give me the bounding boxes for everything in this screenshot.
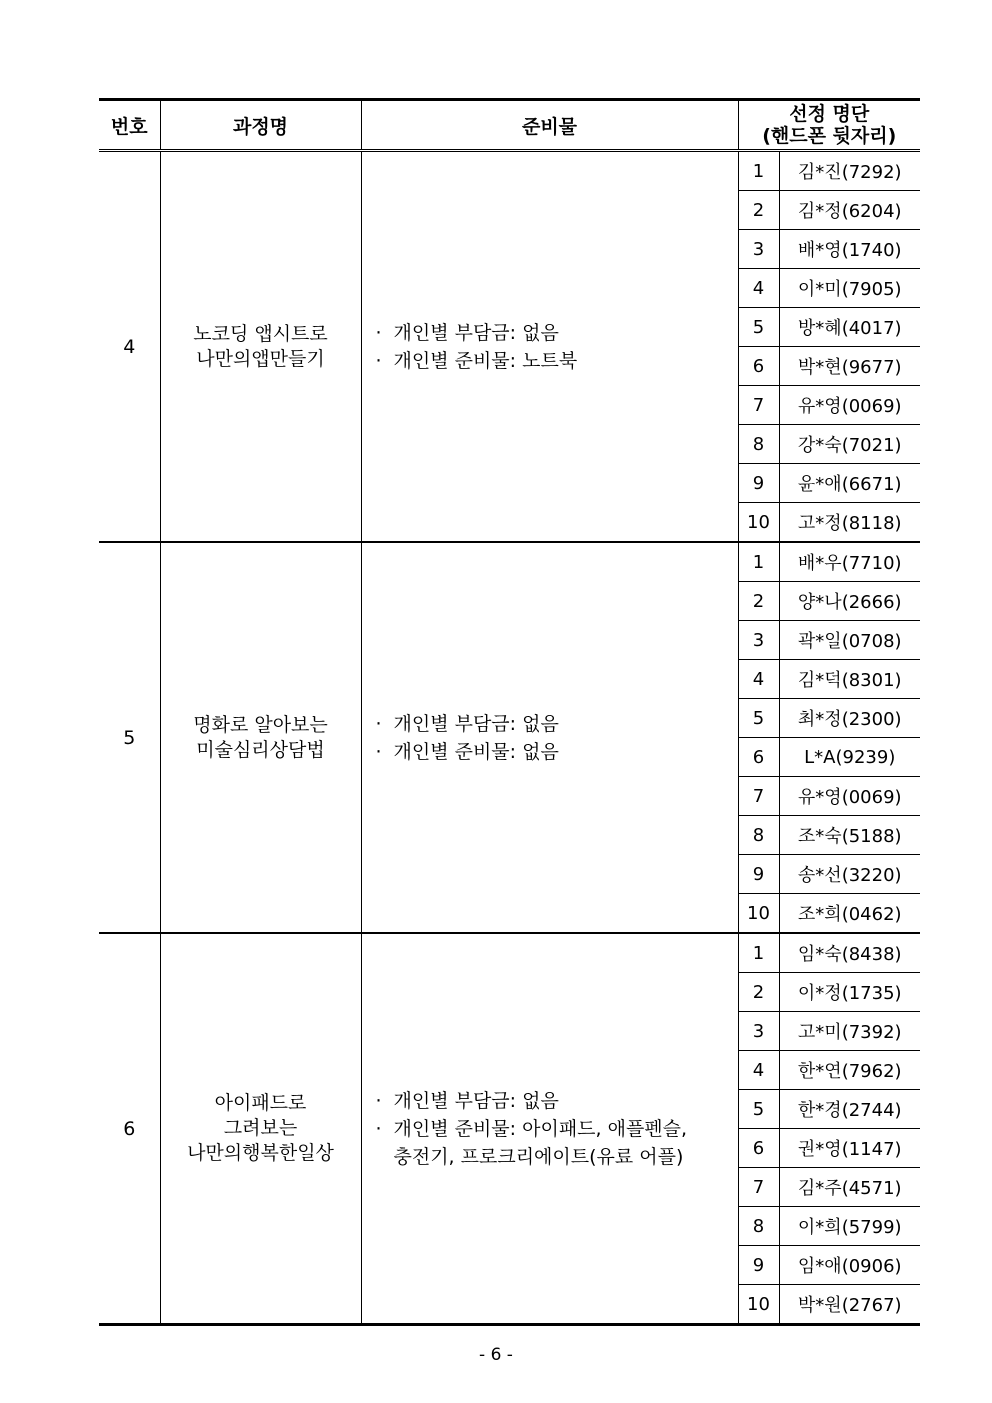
selected-name: 강*숙(7021) <box>779 425 920 464</box>
table-body <box>99 152 920 1325</box>
course-name-line: 노코딩 앱시트로 <box>193 322 328 345</box>
selected-name: 양*나(2666) <box>779 582 920 621</box>
prep-text: 충전기, 프로크리에이트(유료 어플) <box>393 1145 684 1168</box>
prep-line <box>376 1143 738 1171</box>
course-name-line: 나만의행복한일상 <box>187 1142 334 1164</box>
selected-index: 3 <box>739 1012 780 1051</box>
selected-list-cell <box>738 152 920 542</box>
course-name-line: 명화로 알아보는 <box>193 713 328 736</box>
selected-row <box>739 386 921 425</box>
selected-index: 7 <box>739 1168 780 1207</box>
prep-line <box>376 347 738 375</box>
selected-index: 8 <box>739 816 780 855</box>
selected-name: 윤*애(6671) <box>779 464 920 503</box>
selected-index: 9 <box>739 855 780 894</box>
selected-name: 임*숙(8438) <box>779 934 920 973</box>
selected-name: 이*희(5799) <box>779 1207 920 1246</box>
selected-name: 배*영(1740) <box>779 230 920 269</box>
selected-index: 2 <box>739 582 780 621</box>
selected-row <box>739 1012 921 1051</box>
prep-text: 개인별 부담금: 없음 <box>393 712 559 735</box>
selected-name: 곽*일(0708) <box>779 621 920 660</box>
prep-line <box>376 710 738 738</box>
selected-name: 박*현(9677) <box>779 347 920 386</box>
selected-index: 5 <box>739 1090 780 1129</box>
selected-list <box>739 543 921 932</box>
course-group-row <box>99 542 920 933</box>
selected-row <box>739 1090 921 1129</box>
selected-index: 7 <box>739 777 780 816</box>
bullet-mark: · <box>375 740 382 763</box>
prep-text: 개인별 준비물: 노트북 <box>393 349 578 372</box>
header-selected-line2: (핸드폰 뒷자리) <box>762 125 897 147</box>
selected-row <box>739 503 921 542</box>
selected-name: 한*경(2744) <box>779 1090 920 1129</box>
selected-row <box>739 777 921 816</box>
selected-name: 박*원(2767) <box>797 1295 902 1316</box>
selected-index: 9 <box>739 464 780 503</box>
table-header-row <box>99 100 920 151</box>
selected-index: 4 <box>739 660 780 699</box>
course-name-line: 아이패드로 <box>214 1092 307 1114</box>
selected-index: 6 <box>739 347 780 386</box>
page-number: - 6 - <box>479 1345 513 1365</box>
selected-index: 4 <box>739 1051 780 1090</box>
selected-row <box>739 269 921 308</box>
selected-row <box>739 582 921 621</box>
course-name <box>160 933 361 1325</box>
selected-index: 3 <box>739 621 780 660</box>
prep-line <box>376 1087 738 1115</box>
prep-line <box>376 1115 738 1143</box>
selected-name: 김*주(4571) <box>779 1168 920 1207</box>
header-course: 과정명 <box>160 100 361 151</box>
selected-name: 조*희(0462) <box>797 904 902 925</box>
selected-row <box>739 816 921 855</box>
selected-index: 8 <box>739 425 780 464</box>
header-prep: 준비물 <box>361 100 738 151</box>
selected-index: 5 <box>739 699 780 738</box>
selected-name: 임*애(0906) <box>779 1246 920 1285</box>
selected-row <box>739 934 921 973</box>
selected-row <box>739 1207 921 1246</box>
selected-index: 8 <box>739 1207 780 1246</box>
selected-name: 김*덕(8301) <box>779 660 920 699</box>
selected-row <box>739 1051 921 1090</box>
selected-row <box>739 543 921 582</box>
bullet-mark: · <box>375 349 382 372</box>
bullet-mark: · <box>375 1089 382 1112</box>
selected-index: 10 <box>739 503 780 542</box>
bullet-mark: · <box>375 712 382 735</box>
selected-list-cell <box>738 542 920 933</box>
selected-row <box>739 1285 921 1324</box>
selected-list <box>739 152 921 541</box>
selected-index: 5 <box>739 308 780 347</box>
bullet-mark: · <box>375 1117 382 1140</box>
course-name <box>160 152 361 542</box>
selected-row <box>739 660 921 699</box>
course-preparation <box>361 152 738 542</box>
course-name <box>160 542 361 933</box>
course-number: 4 <box>123 335 136 358</box>
header-selected-line1: 선정 명단 <box>789 103 870 125</box>
prep-text: 개인별 준비물: 없음 <box>393 740 559 763</box>
selected-name: 방*혜(4017) <box>779 308 920 347</box>
selected-row <box>739 738 921 777</box>
selected-name: 배*우(7710) <box>779 543 920 582</box>
selected-row <box>739 1246 921 1285</box>
prep-text: 개인별 부담금: 없음 <box>393 321 559 344</box>
selected-row <box>739 464 921 503</box>
selected-row <box>739 152 921 191</box>
prep-line <box>376 738 738 766</box>
selected-index: 2 <box>739 191 780 230</box>
course-preparation <box>361 542 738 933</box>
selected-row <box>739 347 921 386</box>
course-name-line: 그려보는 <box>223 1117 298 1139</box>
selected-row <box>739 230 921 269</box>
prep-text: 개인별 준비물: 아이패드, 애플펜슬, <box>393 1117 688 1140</box>
selected-index: 10 <box>739 894 780 933</box>
selected-row <box>739 894 921 933</box>
selected-row <box>739 308 921 347</box>
selected-name: 유*영(0069) <box>779 777 920 816</box>
selected-row <box>739 699 921 738</box>
course-number: 5 <box>99 542 160 933</box>
course-name-line: 나만의앱만들기 <box>196 347 325 370</box>
bullet-mark: · <box>375 321 382 344</box>
selected-index: 6 <box>739 1129 780 1168</box>
selected-name: 이*미(7905) <box>779 269 920 308</box>
selected-row <box>739 425 921 464</box>
selected-row <box>739 1129 921 1168</box>
course-group-row <box>99 152 920 542</box>
prep-text: 개인별 부담금: 없음 <box>393 1089 559 1112</box>
course-name-line: 미술심리상담법 <box>196 738 325 761</box>
selected-name: 송*선(3220) <box>779 855 920 894</box>
selection-table-sheet <box>99 98 920 1326</box>
header-selected <box>738 100 920 151</box>
selected-name: 유*영(0069) <box>779 386 920 425</box>
prep-line <box>376 319 738 347</box>
selected-name: 권*영(1147) <box>779 1129 920 1168</box>
selected-name: L*A(9239) <box>779 738 920 777</box>
course-preparation <box>361 933 738 1325</box>
selected-index: 1 <box>739 152 780 191</box>
selected-name: 한*연(7962) <box>779 1051 920 1090</box>
selected-name: 김*진(7292) <box>779 152 920 191</box>
header-number: 번호 <box>99 100 160 151</box>
selected-row <box>739 621 921 660</box>
selected-row <box>739 855 921 894</box>
selected-index: 7 <box>739 386 780 425</box>
selected-list-cell <box>738 933 920 1325</box>
selected-index: 3 <box>739 230 780 269</box>
course-number: 6 <box>99 933 160 1325</box>
selected-index: 4 <box>739 269 780 308</box>
selection-table <box>99 98 920 1326</box>
course-group-row <box>99 933 920 1325</box>
selected-name: 고*미(7392) <box>779 1012 920 1051</box>
selected-name: 이*정(1735) <box>779 973 920 1012</box>
selected-name: 김*정(6204) <box>779 191 920 230</box>
selected-index: 9 <box>739 1246 780 1285</box>
selected-index: 2 <box>739 973 780 1012</box>
selected-name: 최*정(2300) <box>779 699 920 738</box>
selected-index: 6 <box>739 738 780 777</box>
selected-name: 조*숙(5188) <box>779 816 920 855</box>
selected-row <box>739 973 921 1012</box>
selected-index: 1 <box>739 934 780 973</box>
selected-list <box>739 934 921 1323</box>
selected-row <box>739 1168 921 1207</box>
selected-index: 1 <box>739 543 780 582</box>
selected-name: 고*정(8118) <box>797 513 902 534</box>
selected-row <box>739 191 921 230</box>
selected-index: 10 <box>739 1285 780 1324</box>
